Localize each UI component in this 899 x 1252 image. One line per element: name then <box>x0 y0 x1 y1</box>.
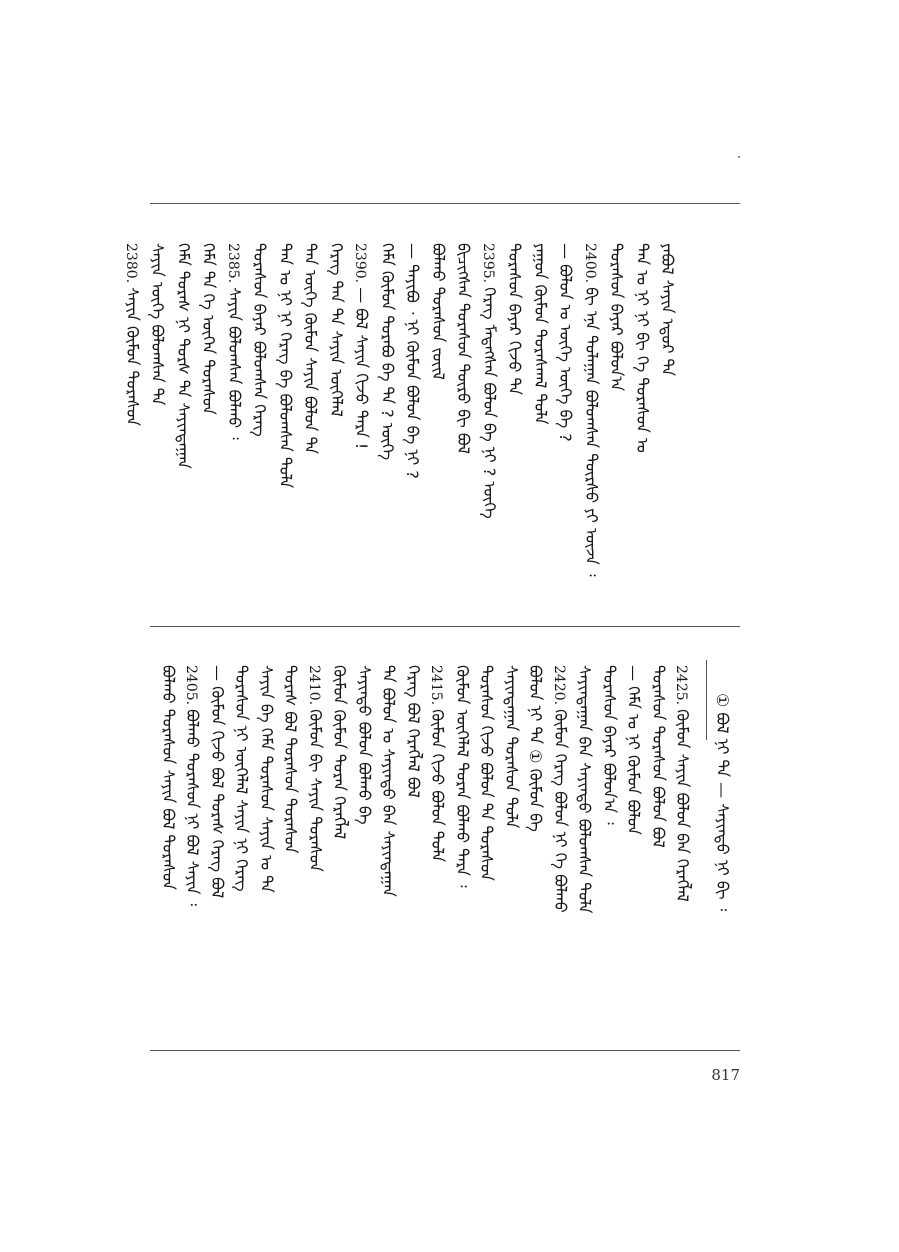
verse-line <box>525 665 553 832</box>
verse-line <box>428 243 456 380</box>
verse-text: ᠪᠢᠴᠢᠭᠰᠡᠨ ᠳᠤᠷᠠᠰᠤᠨ ᠲᠥᠷᠥ ᠪᠢ ᠪᠣᠯ <box>454 243 473 454</box>
verse-line <box>581 243 609 577</box>
verse-text: ᠶᠠᠪᠤᠯ ᠰᠠᠶᠢᠨ ᠡᠳᠦᠷ ᠲᠡ <box>658 243 677 377</box>
verse-line <box>147 243 175 405</box>
verse-text: ᠬᠡᠷᠡᠭ ᠲᠠᠨ ᠲᠡ ᠰᠠᠶᠢᠨ ᠦᠭᠡᠯᠡᠯ <box>326 243 346 417</box>
verse-line <box>207 665 235 898</box>
verse-text: ᠲᠡ ᠪᠣᠯᠤᠨ ᠤ ᠰᠠᠶᠢᠨᠳᠤ ᠪᠠᠨ ᠰᠠᠶᠢᠨᠳᠠᠭᠠᠨ <box>379 665 398 897</box>
footnote: ① ᠪᠣᠯ ᠨᠢ ᠲᠡ — ᠰᠠᠶᠢᠨᠳᠤ ᠨᠢ ᠪᠢ ᠄ <box>713 693 732 912</box>
verse-line <box>574 665 602 914</box>
verse-line <box>224 243 252 440</box>
line-number: 2415. <box>428 665 444 706</box>
verse-line <box>453 243 481 454</box>
verse-text: ᠪᠣᠯᠬᠤ ᠳᠤᠷᠠᠰᠤᠨ ᠵᠦᠢᠯ <box>428 243 448 380</box>
verse-line <box>280 665 308 854</box>
verse-text: ᠬᠦᠮᠦᠨ ᠰᠠᠶᠢᠨ ᠪᠣᠯᠤᠨ ᠪᠠᠨ ᠬᠡᠷᠡᠭᠯᠡᠯ <box>673 709 692 902</box>
line-number: 2410. <box>305 665 322 706</box>
verse-line <box>182 665 210 906</box>
verse-line <box>672 665 700 902</box>
verse-line <box>402 243 430 479</box>
verse-text: — ᠬᠡᠮᠡ ᠤ ᠨᠢ ᠬᠦᠮᠦᠨ ᠪᠣᠯᠤᠨ <box>624 665 643 835</box>
verse-line <box>632 243 660 453</box>
verse-text: ᠳᠤᠷᠠᠰᠤᠨ ᠪᠠᠶᠠᠷ ᠪᠣᠯᠤᠭᠰᠠᠨ ᠬᠡᠷᠡᠭ <box>250 243 269 437</box>
verse-text: — ᠳᠠᠶᠢᠪᠤ ᠂ ᠨᠢ ᠬᠦᠮᠦᠨ ᠪᠣᠯᠤᠨ ᠪᠠ ᠨᠢ ? <box>403 243 422 479</box>
verse-line <box>599 665 627 825</box>
verse-text: ᠰᠠᠶᠢᠨᠳᠠᠭᠠᠨ ᠪᠠᠨ ᠰᠠᠶᠢᠨᠳᠤ ᠪᠣᠯᠤᠭᠰᠠᠨ ᠲᠤᠯᠠ <box>575 665 594 914</box>
verse-line <box>326 243 354 417</box>
verse-text: ᠰᠠᠶᠢᠨᠳᠤ ᠪᠣᠯᠤᠨ ᠪᠣᠯᠬᠤ ᠪᠠ <box>354 665 374 825</box>
verse-text: ᠬᠡᠮᠡ ᠲᠡ ᠬᠡ ᠦᠭᠡᠨ ᠳᠤᠷᠠᠰᠤᠨ <box>199 243 218 415</box>
verse-text: — ᠪᠣᠯ ᠰᠠᠶᠢᠨ ᠬᠢᠵᠦ ᠲᠡᠷᠡ ! <box>352 287 371 450</box>
verse-line <box>198 243 226 415</box>
verse-text: ᠳᠤᠷᠠᠰᠤᠨ ᠳᠤᠷᠠᠰᠤᠨ ᠪᠣᠯᠤᠨ ᠪᠣᠯ <box>648 665 668 848</box>
verse-line <box>550 665 578 913</box>
bottom-rule <box>150 1050 740 1051</box>
verse-line <box>122 243 150 426</box>
line-number: 2385. <box>224 243 241 284</box>
line-number: 2390. <box>352 243 368 284</box>
verse-text: ᠳᠤᠷᠠᠰᠤᠨ ᠨᠢ ᠦᠭᠡᠯᠡᠯ ᠰᠠᠶᠢᠨ ᠨᠢ ᠬᠡᠷᠡᠭ <box>232 665 251 892</box>
verse-text: ᠰᠠᠶᠢᠨ ᠪᠠ ᠬᠡᠮᠡ ᠳᠤᠷᠠᠰᠤᠨ ᠰᠠᠶᠢᠨ ᠤ ᠲᠡ <box>256 665 276 893</box>
page-number: 817 <box>711 1066 740 1084</box>
verse-line <box>275 243 303 488</box>
verse-line <box>300 243 328 454</box>
verse-text: ᠶᠠᠭᠤᠨ ᠬᠦᠮᠦᠨ ᠳᠤᠷᠠᠰᠬᠠᠯ ᠲᠤᠯᠠ <box>530 243 550 425</box>
verse-line <box>377 243 405 460</box>
verse-line <box>249 243 277 437</box>
verse-text: ᠰᠠᠶᠢᠨ ᠪᠣᠯᠤᠭᠰᠠᠨ ᠪᠣᠯᠬᠤ ᠄ <box>224 287 244 440</box>
section-divider-rule <box>150 626 740 627</box>
line-number: 2395. <box>479 243 496 284</box>
line-number: 2425. <box>673 665 689 706</box>
verse-text: ᠰᠠᠶᠢᠨᠳᠠᠭᠠᠨ ᠳᠤᠷᠠᠰᠤᠨ ᠲᠤᠯᠠ <box>501 665 521 829</box>
line-number: 2380. <box>122 243 139 284</box>
verse-text: ᠬᠡᠮᠡ ᠳᠤᠷᠠᠰ ᠨᠢ ᠲᠤᠷᠰ ᠲᠡ ᠰᠠᠶᠢᠨᠳᠠᠭᠠᠨ <box>173 243 193 469</box>
verse-line <box>476 665 504 881</box>
verse-text: ᠬᠦᠮᠦᠨ ᠬᠢᠵᠦ ᠪᠣᠯᠤᠨ ᠲᠤᠯᠠ <box>428 709 447 863</box>
line-number: 2420. <box>550 665 567 706</box>
line-number: 2405. <box>183 665 199 706</box>
verse-text: ᠬᠡᠮᠡ ᠬᠦᠮᠦᠨ ᠳᠤᠷᠠᠪᠤ ᠪᠠ ᠲᠡ ? ᠦᠭᠡ <box>377 243 397 461</box>
verse-text: — ᠪᠣᠯᠤᠨ ᠤ ᠦᠭᠡ ᠦᠭᠡ ᠪᠡ ? <box>556 243 575 442</box>
verse-text: ᠳᠤᠷᠠᠰᠤᠨ ᠪᠠᠶᠠᠷ ᠪᠣᠯᠤᠨ᠎ᠠ ᠄ <box>599 665 619 825</box>
verse-line <box>530 243 558 425</box>
top-rule <box>150 203 740 204</box>
verse-text: ᠲᠠᠨ ᠦᠭᠡ ᠬᠦᠮᠦᠨ ᠰᠠᠶᠢᠨ ᠪᠣᠯᠤᠨ ᠲᠡ <box>301 243 320 455</box>
verse-text: ᠪᠢ ᠡᠨᠡ ᠳᠤᠯᠠᠭᠠᠨ ᠪᠣᠯᠤᠭᠰᠠᠨ ᠳᠦᠷᠰᠦ ᠶᠢ ᠦᠵᠡ ᠄ <box>581 287 601 577</box>
verse-line <box>305 665 333 872</box>
verse-line <box>158 665 186 890</box>
verse-text: ᠪᠣᠯᠬᠤ ᠳᠤᠷᠠᠰᠤᠨ ᠨᠢ ᠪᠣᠯ ᠰᠠᠶᠢᠨ ᠄ <box>183 709 202 906</box>
verse-line <box>648 665 676 848</box>
verse-text: ᠰᠠᠶᠢᠨ ᠬᠦᠮᠦᠨ ᠳᠤᠷᠠᠰᠤᠨ <box>122 287 142 427</box>
footnote-rule <box>706 660 707 740</box>
verse-text: ᠲᠠᠨ ᠤ ᠨᠢ ᠨᠢ ᠬᠡᠷᠡᠭ ᠪᠠ ᠪᠣᠯᠤᠭᠰᠠᠨ ᠲᠤᠯᠠ <box>275 243 295 489</box>
verse-line <box>623 665 651 835</box>
verse-text: ᠰᠠᠶᠢᠨ ᠦᠭᠡ ᠪᠣᠯᠤᠭᠰᠠᠨ ᠲᠡ <box>148 243 167 406</box>
verse-line <box>173 243 201 469</box>
verse-text: ᠬᠡᠷᠡᠭ ᠮᠡᠳᠡᠭᠰᠡᠨ ᠪᠣᠯᠤᠨ ᠪᠠ ᠨᠢ ? ᠦᠭᠡ <box>479 287 499 519</box>
verse-text: ᠪᠣᠯᠬᠤ ᠳᠤᠷᠠᠰᠤᠨ ᠰᠠᠶᠢᠨ ᠪᠣᠯ ᠳᠤᠷᠠᠰᠤᠨ <box>158 665 178 890</box>
verse-line <box>479 243 507 519</box>
verse-text: ᠲᠠᠨ ᠤ ᠨᠢ ᠨᠢ ᠪᠢ ᠬᠡ ᠳᠤᠷᠠᠰᠤᠨ ᠤ <box>632 243 652 453</box>
verse-text: ᠬᠦᠮᠦᠨ ᠬᠡᠷᠡᠭ ᠪᠣᠯᠤᠨ ᠨᠢ ᠬᠡ ᠪᠣᠯᠬᠤ <box>550 709 570 913</box>
verse-text: ᠳᠤᠷᠠᠰᠤᠨ ᠬᠢᠵᠦ ᠪᠣᠯᠤᠨ ᠲᠡ ᠳᠤᠷᠠᠰᠤᠨ <box>477 665 496 881</box>
verse-line <box>657 243 685 376</box>
verse-text: ᠬᠦᠮᠦᠨ ᠦᠭᠡᠯᠡᠯ ᠲᠤᠷᠠᠨ ᠪᠣᠯᠬᠤ ᠲᠡᠷᠡ ᠄ <box>452 665 472 888</box>
scan-speck <box>738 156 740 158</box>
verse-text: ᠳᠤᠷᠠᠰᠤᠨ ᠪᠠᠶᠠᠷ ᠪᠣᠯᠤᠨ᠎ᠠ <box>607 243 626 392</box>
verse-text: ᠳᠤᠷᠠᠰᠤᠨ ᠪᠠᠶᠠᠷ ᠬᠢᠵᠦ ᠲᠡ <box>505 243 524 396</box>
verse-text: ᠬᠦᠮᠦᠨ ᠬᠦᠮᠦᠨ ᠲᠤᠷᠠᠨ ᠬᠡᠷᠡᠭᠯᠡᠯ <box>330 665 349 840</box>
verse-text: — ᠬᠦᠮᠦᠨ ᠬᠢᠵᠦ ᠪᠣᠯ ᠳᠤᠷᠠᠰ ᠬᠡᠷᠡᠭ ᠪᠣᠯ <box>207 665 227 899</box>
verse-text: ᠪᠣᠯᠤᠨ ᠨᠢ ᠲᠡ ① ᠬᠦᠮᠦᠨ ᠪᠠ <box>526 665 545 832</box>
verse-line <box>452 665 480 888</box>
verse-line <box>427 665 455 862</box>
verse-text: ᠬᠦᠮᠦᠨ ᠪᠢ ᠰᠠᠶᠢᠨ ᠳᠤᠷᠠᠰᠤᠨ <box>305 709 325 872</box>
line-number: 2400. <box>581 243 598 284</box>
verse-line <box>351 243 379 449</box>
verse-line <box>606 243 634 391</box>
verse-line <box>555 243 583 442</box>
verse-line <box>403 665 431 798</box>
verse-text: ᠳᠤᠷᠠᠰ ᠪᠣᠯ ᠳᠤᠷᠠᠰᠤᠨ ᠳᠤᠷᠠᠰᠤᠨ <box>281 665 300 854</box>
verse-line <box>504 243 532 395</box>
verse-line <box>256 665 284 893</box>
verse-line <box>231 665 259 892</box>
verse-text: ᠬᠡᠷᠡᠭ ᠪᠣᠯ ᠬᠡᠷᠡᠭᠯᠡᠯ ᠪᠣᠯ <box>403 665 423 798</box>
verse-line <box>329 665 357 839</box>
verse-line <box>354 665 382 825</box>
verse-line <box>501 665 529 828</box>
verse-line <box>378 665 406 897</box>
